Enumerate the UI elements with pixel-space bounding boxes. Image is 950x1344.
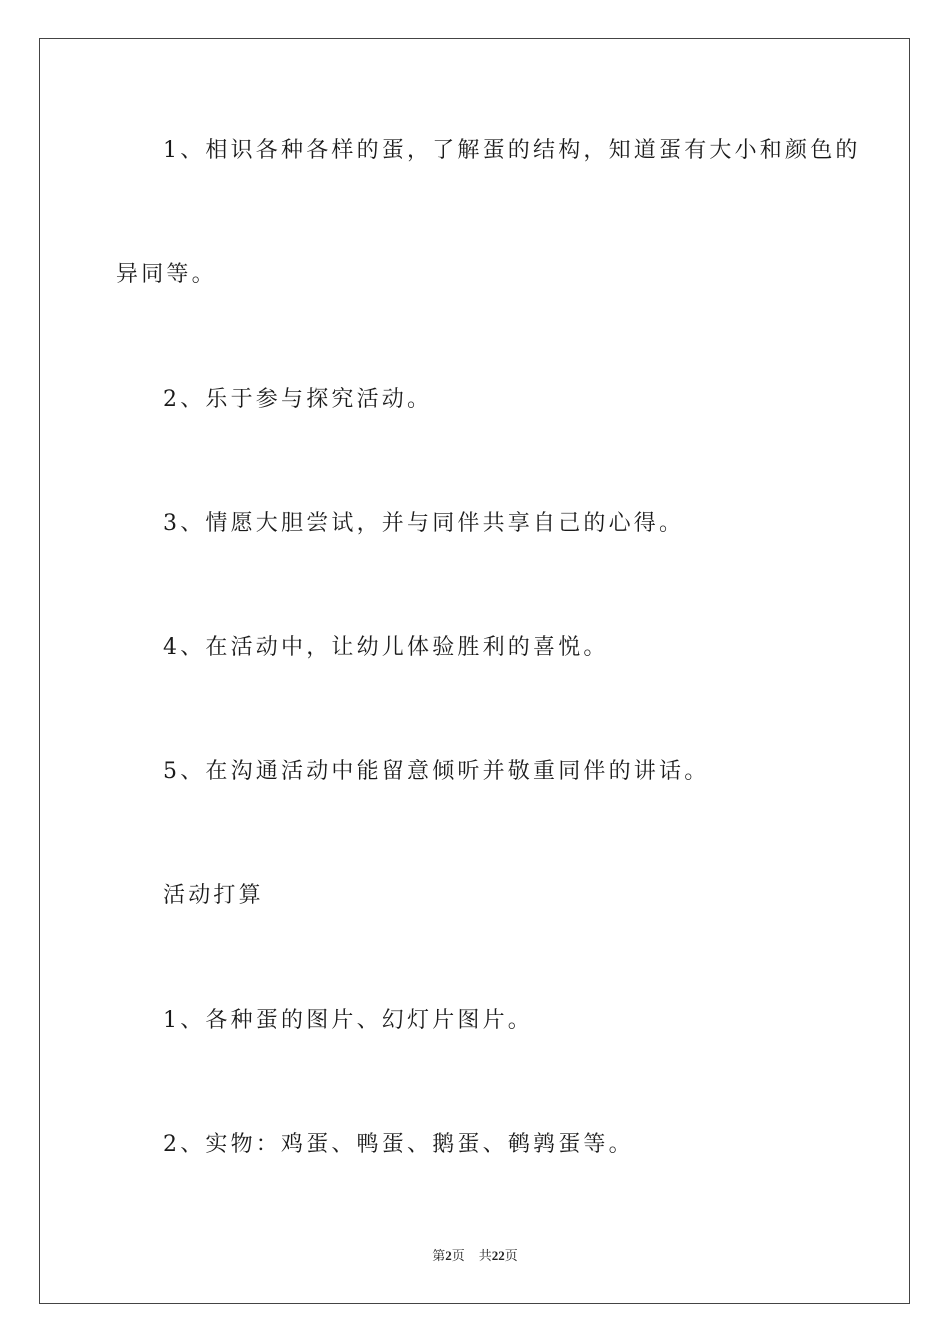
page-footer	[0, 1248, 950, 1264]
goal-1-line-1: 1、相识各种各样的蛋，了解蛋的结构，知道蛋有大小和颜色的	[163, 138, 861, 163]
goal-5: 5、在沟通活动中能留意倾听并敬重同伴的讲话。	[163, 759, 710, 784]
page-suffix: 页	[451, 1248, 465, 1263]
prep-heading: 活动打算	[163, 883, 264, 908]
page-prefix: 第	[432, 1248, 446, 1263]
goal-3: 3、情愿大胆尝试，并与同伴共享自己的心得。	[163, 511, 685, 536]
goal-1-line-2: 异同等。	[116, 262, 217, 287]
total-suffix: 页	[504, 1248, 518, 1263]
total-pages: 22	[491, 1248, 505, 1263]
goal-4: 4、在活动中，让幼儿体验胜利的喜悦。	[163, 635, 609, 660]
prep-2: 2、实物：鸡蛋、鸭蛋、鹅蛋、鹌鹑蛋等。	[163, 1132, 634, 1157]
page-border	[39, 38, 910, 1304]
goal-2: 2、乐于参与探究活动。	[163, 387, 433, 412]
page-number: 2	[445, 1248, 452, 1263]
total-prefix: 共	[478, 1248, 492, 1263]
prep-1: 1、各种蛋的图片、幻灯片图片。	[163, 1008, 533, 1033]
